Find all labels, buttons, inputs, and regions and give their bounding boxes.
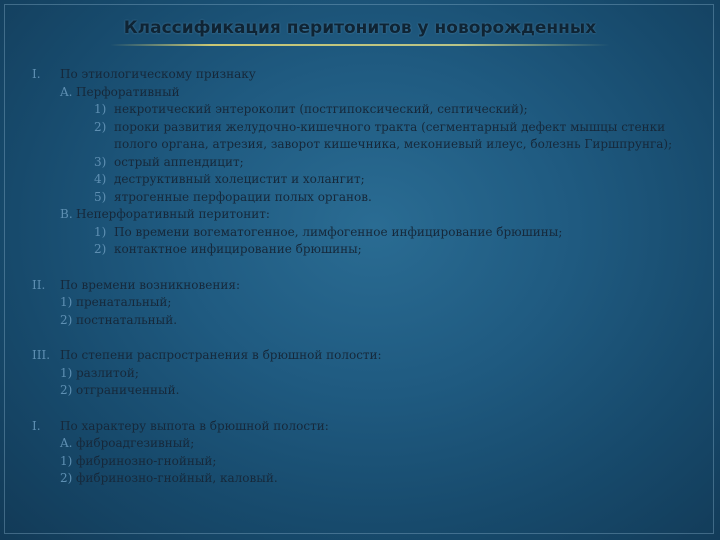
subsection-letter: A. bbox=[60, 84, 73, 99]
item-number: 2) bbox=[94, 242, 107, 256]
item-text: пренатальный; bbox=[76, 295, 172, 309]
section-number: I. bbox=[32, 67, 41, 81]
item-text: фиброадгезивный; bbox=[76, 436, 195, 450]
subsection-item bbox=[32, 84, 692, 102]
section-gap bbox=[32, 329, 692, 347]
item-number: 1) bbox=[60, 365, 73, 380]
subsection-letter: B. bbox=[60, 207, 73, 221]
section-item bbox=[32, 66, 692, 84]
section-gap bbox=[32, 400, 692, 418]
list-item bbox=[32, 453, 692, 471]
item-number: 2) bbox=[60, 383, 73, 397]
list-item bbox=[32, 470, 692, 488]
title-area bbox=[0, 18, 720, 38]
item-number: 2) bbox=[60, 312, 73, 327]
item-text: разлитой; bbox=[76, 365, 139, 380]
section-number: III. bbox=[32, 348, 51, 362]
item-text: некротический энтероколит (постгипоксический, септический); bbox=[114, 102, 528, 116]
item-number: 2) bbox=[94, 119, 107, 134]
item-number: 2) bbox=[60, 471, 73, 485]
list-item bbox=[32, 382, 692, 400]
section-item bbox=[32, 277, 692, 295]
section-number: II. bbox=[32, 277, 46, 292]
section-text: По этиологическому признаку bbox=[60, 67, 256, 81]
section-item bbox=[32, 347, 692, 365]
subsection-text: Неперфоративный перитонит: bbox=[76, 207, 270, 221]
item-text: отграниченный. bbox=[76, 383, 180, 397]
item-text: ятрогенные перфорации полых органов. bbox=[114, 189, 372, 204]
list-item bbox=[32, 189, 692, 207]
item-number: 5) bbox=[94, 189, 107, 204]
list-item bbox=[32, 119, 692, 154]
list-item bbox=[32, 241, 692, 259]
section-text: По времени возникновения: bbox=[60, 277, 240, 292]
list-item bbox=[32, 365, 692, 383]
section-text: По степени распространения в брюшной полости: bbox=[60, 348, 382, 362]
list-item bbox=[32, 154, 692, 172]
item-number: 1) bbox=[94, 102, 107, 116]
section-item bbox=[32, 418, 692, 436]
list-item bbox=[32, 224, 692, 242]
item-number: 1) bbox=[60, 295, 73, 309]
item-text: постнатальный. bbox=[76, 312, 178, 327]
item-text: По времени вогематогенное, лимфогенное инфицирование брюшины; bbox=[114, 224, 563, 239]
item-number: 3) bbox=[94, 154, 107, 169]
item-text: контактное инфицирование брюшины; bbox=[114, 242, 362, 256]
classification-list bbox=[32, 66, 692, 488]
item-number: A. bbox=[60, 436, 73, 450]
item-text: деструктивный холецистит и холангит; bbox=[114, 172, 365, 186]
subsection-item bbox=[32, 206, 692, 224]
item-text: пороки развития желудочно-кишечного тракта (сегментарный дефект мышцы стенки полого органа, атрезия, заворот кишечника, мекониевый илеус, болезнь Гиршпрунга); bbox=[114, 119, 673, 151]
item-text: фибринозно-гнойный; bbox=[76, 453, 217, 468]
list-item bbox=[32, 101, 692, 119]
list-item bbox=[32, 171, 692, 189]
section-number: I. bbox=[32, 418, 41, 433]
item-number: 1) bbox=[94, 224, 107, 239]
item-number: 1) bbox=[60, 453, 73, 468]
item-number: 4) bbox=[94, 172, 107, 186]
subsection-text: Перфоративный bbox=[76, 84, 180, 99]
title-underline bbox=[110, 44, 610, 46]
section-gap bbox=[32, 259, 692, 277]
section-text: По характеру выпота в брюшной полости: bbox=[60, 418, 329, 433]
item-text: фибринозно-гнойный, каловый. bbox=[76, 471, 278, 485]
item-text: острый аппендицит; bbox=[114, 154, 244, 169]
list-item bbox=[32, 312, 692, 330]
list-item bbox=[32, 435, 692, 453]
slide-title: Классификация перитонитов у новорожденных bbox=[123, 18, 597, 38]
list-item bbox=[32, 294, 692, 312]
